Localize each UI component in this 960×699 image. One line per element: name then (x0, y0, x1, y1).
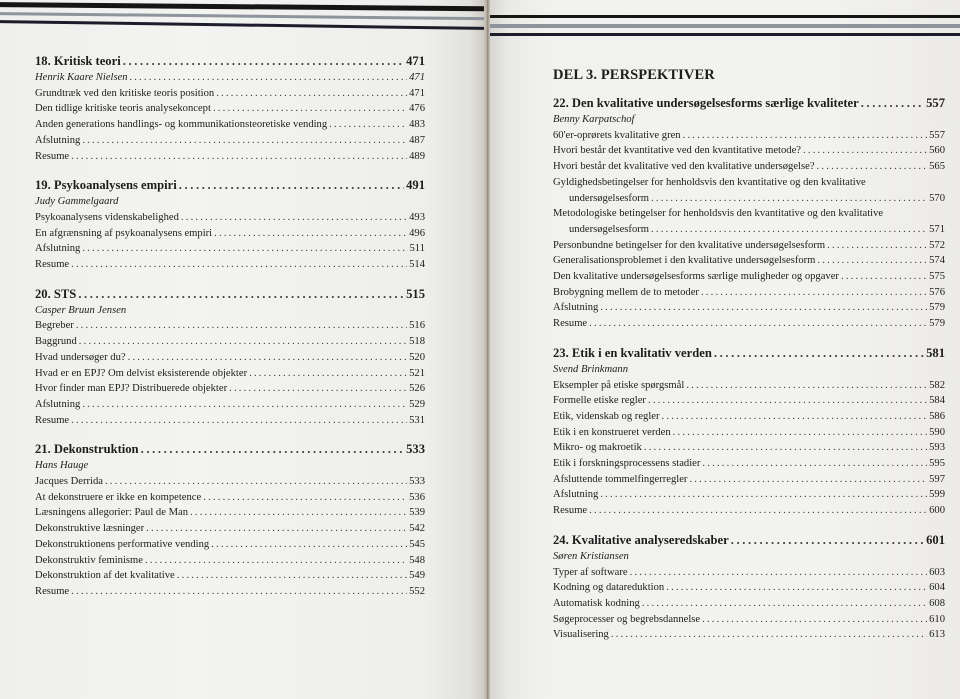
toc-entry[interactable]: Visualisering ..... 613 (553, 627, 945, 643)
dot-leader (190, 505, 407, 521)
chapter-author: Hans Hauge (35, 460, 89, 472)
chapter-21 (35, 440, 425, 599)
dot-leader (644, 440, 927, 456)
chapter-author: Casper Bruun Jensen (35, 304, 127, 316)
toc-entry[interactable]: Læsningens allegorier: Paul de Man ..... 539 (35, 505, 425, 521)
toc-entry[interactable]: Resume ..... 531 (35, 413, 425, 429)
dot-leader (79, 334, 407, 350)
dot-leader (817, 253, 927, 269)
chapter-author: Benny Karpatschof (553, 114, 635, 125)
toc-entry[interactable]: At dekonstruere er ikke en kompetence ..... 536 (35, 490, 425, 506)
dot-leader (78, 285, 404, 303)
chapter-title[interactable]: 21. Dekonstruktion ..... 533 (35, 440, 425, 458)
header-rule-top (490, 15, 960, 18)
toc-entry[interactable]: Hvori består det kvalitative ved den kvalitative undersøgelse? ..... 565 (553, 159, 945, 175)
dot-leader (71, 257, 407, 273)
dot-leader (600, 300, 927, 316)
toc-entry[interactable]: Dekonstruktive læsninger ..... 542 (35, 521, 425, 537)
toc-entry[interactable]: Brobygning mellem de to metoder ..... 576 (553, 285, 945, 301)
dot-leader (145, 553, 407, 569)
toc-entry[interactable]: Anden generations handlings- og kommunikationsteoretiske vending ..... 483 (35, 117, 425, 133)
dot-leader (130, 70, 408, 86)
dot-leader (701, 285, 927, 301)
dot-leader (702, 456, 927, 472)
header-rule-middle (490, 24, 960, 28)
right-page (490, 0, 960, 699)
toc-entry[interactable]: Formelle etiske regler ..... 584 (553, 393, 945, 409)
dot-leader (177, 568, 407, 584)
dot-leader (611, 627, 927, 643)
dot-leader (82, 397, 407, 413)
toc-entry[interactable]: Resume ..... 552 (35, 584, 425, 600)
dot-leader (648, 393, 927, 409)
chapter-22 (553, 94, 945, 332)
header-rule-bottom (490, 33, 960, 36)
toc-entry-continuation: undersøgelsesform ..... 571 (553, 222, 945, 238)
chapter-title[interactable]: 18. Kritisk teori ..... 471 (35, 52, 425, 70)
toc-entry[interactable]: Baggrund ..... 518 (35, 334, 425, 350)
toc-entry[interactable]: Hvad undersøger du? ..... 520 (35, 350, 425, 366)
dot-leader (71, 413, 407, 429)
dot-leader (71, 584, 407, 600)
toc-entry[interactable]: Resume ..... 489 (35, 149, 425, 165)
toc-entry[interactable]: Etik i en konstrueret verden ..... 590 (553, 425, 945, 441)
dot-leader (71, 149, 407, 165)
dot-leader (213, 101, 407, 117)
toc-entry[interactable]: Afslutning ..... 599 (553, 487, 945, 503)
chapter-author: Judy Gammelgaard (35, 196, 119, 208)
dot-leader (666, 580, 927, 596)
dot-leader (600, 487, 927, 503)
toc-entry[interactable]: Mikro- og makroetik ..... 593 (553, 440, 945, 456)
dot-leader (673, 425, 927, 441)
dot-leader (686, 378, 927, 394)
dot-leader (203, 490, 407, 506)
dot-leader (803, 143, 927, 159)
dot-leader (82, 241, 407, 257)
header-rule-top (0, 2, 484, 11)
toc-entry[interactable]: Dekonstruktionens performative vending ..... 545 (35, 537, 425, 553)
toc-entry-wrapped[interactable]: Gyldighedsbetingelser for henholdsvis den kvantitative og den kvalitative undersøgelsesform ..... 570 (553, 175, 945, 206)
chapter-18 (35, 52, 425, 164)
toc-entry[interactable]: Eksempler på etiske spørgsmål ..... 582 (553, 378, 945, 394)
dot-leader (827, 238, 927, 254)
chapter-title[interactable]: 19. Psykoanalysens empiri ..... 491 (35, 176, 425, 194)
dot-leader (181, 210, 407, 226)
toc-entry[interactable]: Afslutning ..... 487 (35, 133, 425, 149)
dot-leader (702, 612, 927, 628)
dot-leader (642, 596, 927, 612)
dot-leader (841, 269, 927, 285)
toc-entry[interactable]: Etik, videnskab og regler ..... 586 (553, 409, 945, 425)
toc-entry[interactable]: Jacques Derrida ..... 533 (35, 474, 425, 490)
toc-entry[interactable]: Resume ..... 514 (35, 257, 425, 273)
toc-entry[interactable]: Den kvalitative undersøgelsesforms særlige muligheder og opgaver ..... 575 (553, 269, 945, 285)
toc-entry[interactable]: Afslutning ..... 579 (553, 300, 945, 316)
chapter-author: Søren Kristiansen (553, 550, 629, 562)
chapter-20 (35, 285, 425, 429)
toc-entry[interactable]: Begreber ..... 516 (35, 318, 425, 334)
toc-entry[interactable]: Den tidlige kritiske teoris analysekoncept ..... 476 (35, 101, 425, 117)
toc-entry[interactable]: Afsluttende tommelfingerregler ..... 597 (553, 472, 945, 488)
dot-leader (229, 381, 407, 397)
toc-entry[interactable]: Afslutning ..... 511 (35, 241, 425, 257)
toc-entry[interactable]: Hvor finder man EPJ? Distribuerede objekter ..... 526 (35, 381, 425, 397)
toc-entry-wrapped[interactable]: Metodologiske betingelser for henholdsvis den kvantitative og den kvalitative undersøgelsesform ..... 571 (553, 206, 945, 237)
toc-entry[interactable]: Afslutning ..... 529 (35, 397, 425, 413)
toc-entry[interactable]: Automatisk kodning ..... 608 (553, 596, 945, 612)
dot-leader (714, 344, 924, 362)
toc-entry[interactable]: Dekonstruktiv feminisme ..... 548 (35, 553, 425, 569)
toc-entry[interactable]: En afgrænsning af psykoanalysens empiri ..... 496 (35, 226, 425, 242)
toc-entry[interactable]: Typer af software ..... 603 (553, 565, 945, 581)
dot-leader (651, 222, 927, 238)
toc-entry[interactable]: Generalisationsproblemet i den kvalitative undersøgelsesform ..... 574 (553, 253, 945, 269)
dot-leader (329, 117, 407, 133)
dot-leader (651, 191, 927, 207)
dot-leader (683, 128, 928, 144)
table-of-contents-left (35, 52, 425, 612)
dot-leader (123, 52, 404, 70)
dot-leader (589, 316, 927, 332)
toc-entry[interactable]: Resume ..... 579 (553, 316, 945, 332)
dot-leader (214, 226, 407, 242)
toc-entry[interactable]: Kodning og datareduktion ..... 604 (553, 580, 945, 596)
toc-entry[interactable]: Dekonstruktion af det kvalitative ..... 549 (35, 568, 425, 584)
chapter-title[interactable]: 22. Den kvalitative undersøgelsesforms særlige kvaliteter ..... 557 (553, 94, 945, 112)
chapter-19 (35, 176, 425, 273)
toc-entry[interactable]: Grundtræk ved den kritiske teoris position ..... 471 (35, 86, 425, 102)
dot-leader (179, 176, 404, 194)
dot-leader (689, 472, 927, 488)
dot-leader (146, 521, 407, 537)
chapter-author: Henrik Kaare Nielsen ..... 471 (35, 70, 425, 86)
dot-leader (105, 474, 407, 490)
dot-leader (82, 133, 407, 149)
toc-entry[interactable]: Personbundne betingelser for den kvalitative undersøgelsesform ..... 572 (553, 238, 945, 254)
table-of-contents-right (553, 66, 945, 655)
dot-leader (861, 94, 924, 112)
header-rule-bottom (0, 20, 484, 30)
dot-leader (249, 366, 407, 382)
toc-entry[interactable]: Søgeprocesser og begrebsdannelse ..... 610 (553, 612, 945, 628)
chapter-author: Svend Brinkmann (553, 363, 629, 375)
toc-entry[interactable]: Hvori består det kvantitative ved den kvantitative metode? ..... 560 (553, 143, 945, 159)
chapter-23 (553, 344, 945, 519)
toc-entry-continuation: undersøgelsesform ..... 570 (553, 191, 945, 207)
dot-leader (128, 350, 408, 366)
dot-leader (211, 537, 407, 553)
dot-leader (141, 440, 405, 458)
dot-leader (76, 318, 407, 334)
toc-entry[interactable]: Hvad er en EPJ? Om delvist eksisterende objekter ..... 521 (35, 366, 425, 382)
chapter-title[interactable]: 20. STS ..... 515 (35, 285, 425, 303)
dot-leader (662, 409, 928, 425)
chapter-24 (553, 531, 945, 643)
toc-entry[interactable]: 60'er-oprørets kvalitative gren ..... 557 (553, 128, 945, 144)
dot-leader (630, 565, 928, 581)
chapter-title[interactable]: 23. Etik i en kvalitativ verden ..... 581 (553, 344, 945, 362)
toc-entry[interactable]: Resume ..... 600 (553, 503, 945, 519)
dot-leader (817, 159, 928, 175)
part-title: DEL 3. PERSPEKTIVER (553, 67, 715, 83)
dot-leader (731, 531, 924, 549)
toc-entry[interactable]: Psykoanalysens videnskabelighed ..... 493 (35, 210, 425, 226)
chapter-title[interactable]: 24. Kvalitative analyseredskaber ..... 601 (553, 531, 945, 549)
header-rule-middle (0, 12, 484, 20)
toc-entry[interactable]: Etik i forskningsprocessens stadier ..... 595 (553, 456, 945, 472)
dot-leader (216, 86, 407, 102)
dot-leader (589, 503, 927, 519)
